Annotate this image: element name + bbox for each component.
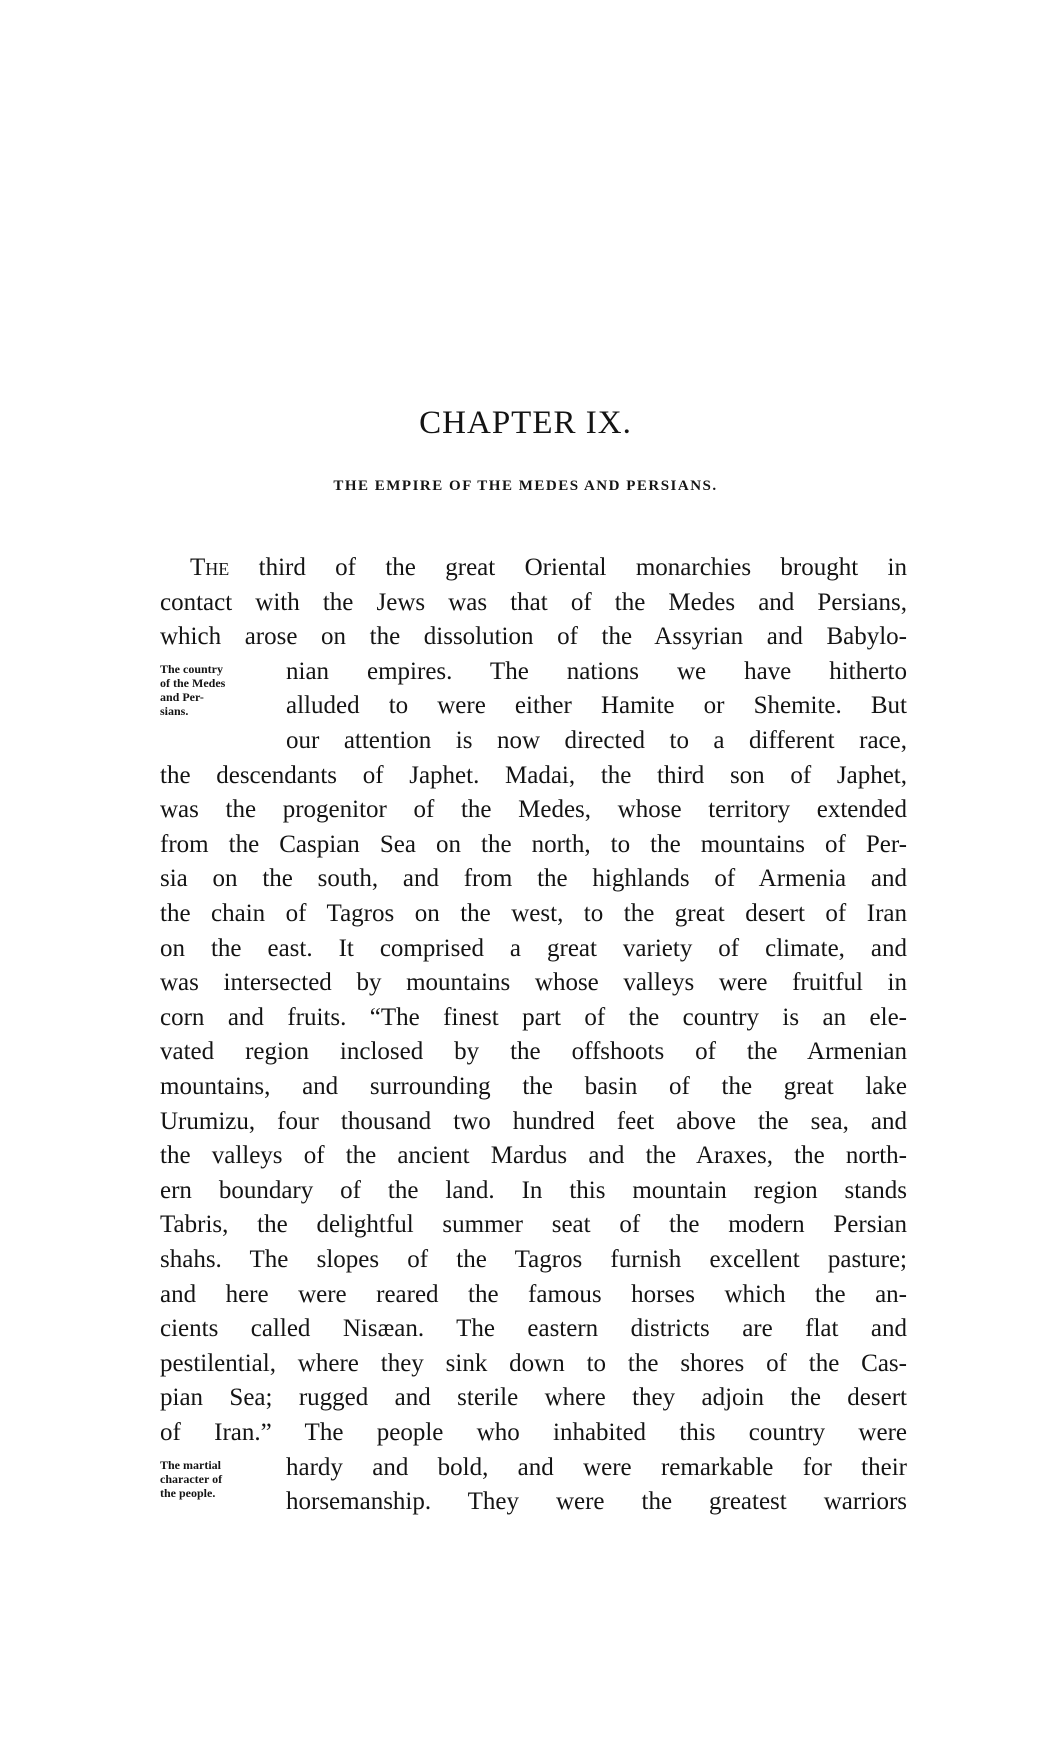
body-line: the valleys of the ancient Mardus and the Araxes, the north- <box>160 1142 907 1169</box>
body-line: cients called Nisæan. The eastern districts are flat and <box>160 1315 907 1342</box>
body-line: sia on the south, and from the highlands of Armenia and <box>160 865 907 892</box>
body-line: of Iran.” The people who inhabited this country were <box>160 1419 907 1446</box>
body-line: Urumizu, four thousand two hundred feet above the sea, and <box>160 1108 907 1135</box>
marginal-line: the people. <box>160 1486 216 1500</box>
body-line: pian Sea; rugged and sterile where they adjoin the desert <box>160 1384 907 1411</box>
body-line: our attention is now directed to a different race, <box>286 727 907 754</box>
body-line: the descendants of Japhet. Madai, the third son of Japhet, <box>160 762 907 789</box>
marginal-line: sians. <box>160 704 189 718</box>
body-line: was the progenitor of the Medes, whose territory extended <box>160 796 907 823</box>
body-line: was intersected by mountains whose valleys were fruitful in <box>160 969 907 996</box>
marginal-note-country <box>160 662 290 718</box>
body-line: vated region inclosed by the offshoots of the Armenian <box>160 1038 907 1065</box>
body-line: shahs. The slopes of the Tagros furnish excellent pasture; <box>160 1246 907 1273</box>
body-line: alluded to were either Hamite or Shemite. But <box>286 692 907 719</box>
body-line: which arose on the dissolution of the Assyrian and Babylo- <box>160 623 907 650</box>
marginal-line: character of <box>160 1472 223 1486</box>
drop-word: The <box>190 554 230 581</box>
body-line: and here were reared the famous horses which the an- <box>160 1281 907 1308</box>
chapter-subtitle: THE EMPIRE OF THE MEDES AND PERSIANS. <box>333 478 718 494</box>
marginal-note-martial <box>160 1458 290 1500</box>
body-line: pestilential, where they sink down to the shores of the Cas- <box>160 1350 907 1377</box>
body-line: ern boundary of the land. In this mountain region stands <box>160 1177 907 1204</box>
body-line-text: third of the great Oriental monarchies brought in <box>229 554 907 581</box>
body-line: the chain of Tagros on the west, to the great desert of Iran <box>160 900 907 927</box>
body-line: on the east. It comprised a great variety of climate, and <box>160 935 907 962</box>
body-line: nian empires. The nations we have hitherto <box>286 658 907 685</box>
body-line: Tabris, the delightful summer seat of the modern Persian <box>160 1211 907 1238</box>
marginal-line: The martial <box>160 1458 221 1472</box>
body-line: hardy and bold, and were remarkable for their <box>286 1454 907 1481</box>
body-line: corn and fruits. “The finest part of the country is an ele- <box>160 1004 907 1031</box>
body-line: from the Caspian Sea on the north, to the mountains of Per- <box>160 831 907 858</box>
chapter-title: CHAPTER IX. <box>419 405 632 441</box>
marginal-line: The country <box>160 662 223 676</box>
body-line: contact with the Jews was that of the Medes and Persians, <box>160 589 907 616</box>
body-line: mountains, and surrounding the basin of the great lake <box>160 1073 907 1100</box>
marginal-line: and Per- <box>160 690 204 704</box>
body-line <box>190 552 907 584</box>
marginal-line: of the Medes <box>160 676 226 690</box>
body-line: horsemanship. They were the greatest warriors <box>286 1488 907 1515</box>
